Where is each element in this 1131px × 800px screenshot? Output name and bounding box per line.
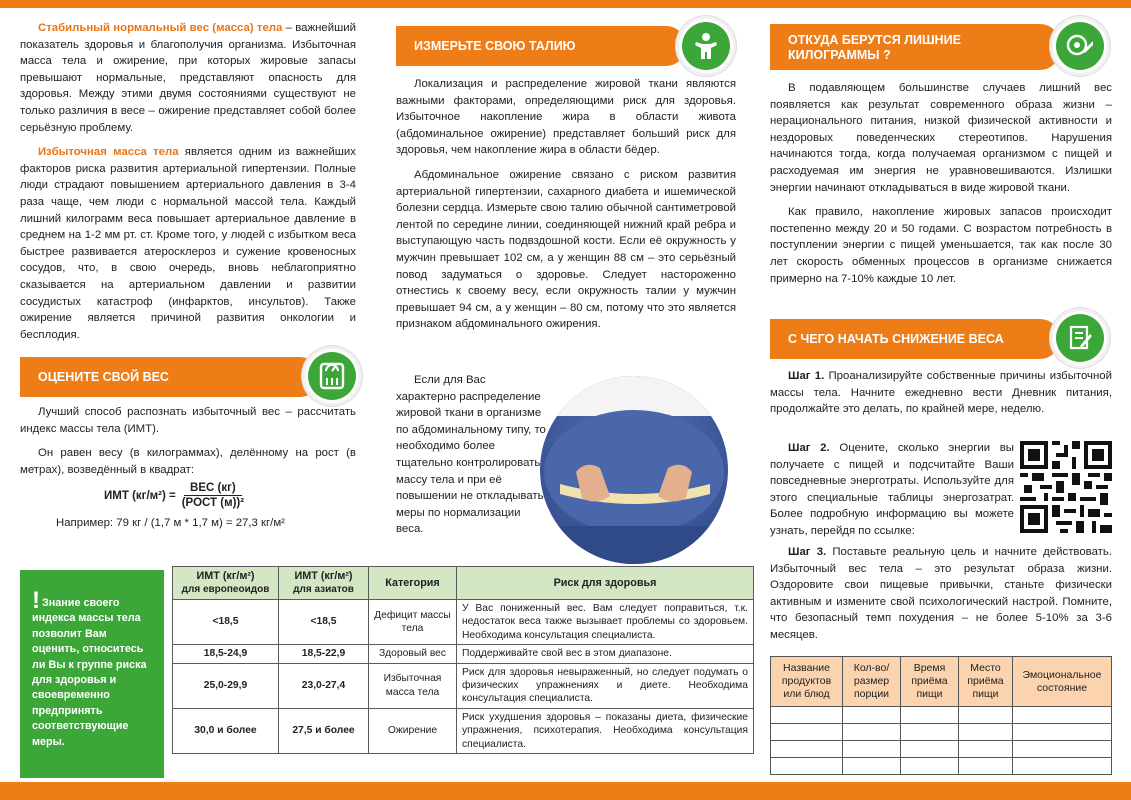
- bmi-row: 25,0-29,9 23,0-27,4 Избыточная масса тела Риск для здоровья невыраженный, но следует подумать о физических упражнениях и диете. Необходима консультация специалиста.: [173, 663, 754, 708]
- diary-header: Эмоциональное состояние: [1013, 657, 1112, 707]
- bmi-row: <18,5 <18,5 Дефицит массы тела У Вас пониженный вес. Вам следует поправиться, т.к. недостаток веса также вызывает проблемы со здоровьем. Необходима консультация специалиста.: [173, 600, 754, 645]
- food-diary-table: [770, 656, 1112, 775]
- scale-icon: [317, 361, 347, 391]
- diary-header: Время приёма пищи: [901, 657, 959, 707]
- person-icon: [690, 30, 722, 62]
- paragraph-abdominal: Абдоминальное ожирение связано с риском развития артериальной гипертензии, сахарного диабета и ишемической болезни сердца. Измерьте свою талию обычной сантиметровой лентой по середине линии, соединяющей нижний край ребра и выступающую часть подвздошной кости. Если её окружность у мужчин превышает 102 см, а у женщин 88 см – это серьёзный повод задуматься о здоровье. Следует настороженно отнестись к своему весу, если окружность талии у мужчин превышает 94 см, а у женщин – 80 см, потому что это является признаком абдоминального ожирения.: [396, 168, 736, 331]
- paragraph-2: Избыточная масса тела является одним из важнейших факторов риска развития артериальной гипертензии. Полные люди страдают повышением артериального давления в 3-4 раза чаще, чем люди с нормальной массой тела. Каждый лишний килограмм веса повышает артериальное давление в среднем на 1-2 мм рт. ст. Кроме того, у людей с избытком веса быстрее развивается атеросклероз и сужение кровеносных сосудов, что, в свою очередь, вновь неблагоприятно сказывается на артериальном давлении и развитии сосудистых катастроф (инфарктов, инсультов). Также ожирение является причиной развития онкологии и бесплодия.: [20, 146, 356, 341]
- column-2-aside: [396, 372, 548, 546]
- bmi-row: 30,0 и более 27,5 и более Ожирение Риск ухудшения здоровья – показаны диета, физические упражнения, психотерапия. Необходима консультация специалиста.: [173, 708, 754, 753]
- banner-measure-waist: ИЗМЕРЬТЕ СВОЮ ТАЛИЮ: [396, 26, 686, 66]
- paragraph-1: Стабильный нормальный вес (масса) тела – важнейший показатель здоровья и благополучия организма. Избыточная масса тела и ожирение, при которых жировые запасы превышают нормальные, представляют опасность для здоровья. Между этими двумя состояниями существуют не только различия в весе – ожирение представляет собой более серьёзную проблему.: [20, 22, 356, 134]
- paragraph-bmi-def: Он равен весу (в килограммах), делённому на рост (в метрах), возведённый в квадрат:: [20, 447, 356, 476]
- tape-badge: [1050, 16, 1110, 76]
- exclamation-icon: !: [32, 587, 40, 614]
- bmi-table: [172, 566, 754, 754]
- bmi-header-row: [173, 567, 754, 600]
- step-1: Шаг 1. Проанализируйте собственные причины избыточной массы тела. Начните ежедневно вести Дневник питания, продолжайте это делать, по крайней мере, неделю.: [770, 370, 1112, 416]
- diary-row[interactable]: [771, 724, 1112, 741]
- diary-header: Место приёма пищи: [959, 657, 1013, 707]
- diary-row[interactable]: [771, 758, 1112, 775]
- bottom-band: [0, 782, 1131, 800]
- paragraph-age: Как правило, накопление жировых запасов происходит постепенно между 20 и 50 годами. С возрастом потребность в поступлении энергии с пищей уменьшается, так как после 30 лет скорость обменных процессов в организме снижается примерно на 7-10% каждые 10 лет.: [770, 206, 1112, 285]
- column-1: [20, 14, 356, 351]
- bmi-section: [20, 404, 356, 529]
- bmi-header: ИМТ (кг/м²) для азиатов: [279, 567, 369, 600]
- bmi-row: 18,5-24,9 18,5-22,9 Здоровый вес Поддерживайте свой вес в этом диапазоне.: [173, 645, 754, 663]
- banner-estimate-weight: ОЦЕНИТЕ СВОЙ ВЕС: [20, 357, 320, 397]
- person-badge: [676, 16, 736, 76]
- info-callout: ! Знание своего индекса массы тела позволит Вам оценить, относитесь ли Вы к группе риска для здоровья и своевременно предпринять соответствующие меры.: [20, 570, 164, 778]
- qr-code[interactable]: [1020, 440, 1112, 534]
- column-3-text: [770, 80, 1112, 295]
- tape-measure-icon: [1065, 31, 1095, 61]
- column-2-text: [396, 76, 736, 341]
- step-2: Шаг 2. Оцените, сколько энергии вы получаете с пищей и подсчитайте Ваши повседневные энерготраты. Используйте для этого специальные таблицы энергозатрат. Более подробную информацию вы можете узнать, перейдя по ссылке:: [770, 442, 1014, 537]
- diary-row[interactable]: [771, 707, 1112, 724]
- paragraph-control: Если для Вас характерно распределение жировой ткани в организме по абдоминальному типу, то необходимо более тщательно контролировать массу тела и при её повышении не откладывать меры по нормализации веса.: [396, 374, 546, 536]
- bmi-header: Риск для здоровья: [457, 567, 754, 600]
- checklist-badge: [1050, 308, 1110, 368]
- diary-row[interactable]: [771, 741, 1112, 758]
- paragraph-bmi-intro: Лучший способ распознать избыточный вес – рассчитать индекс массы тела (ИМТ).: [20, 406, 356, 435]
- bmi-header: ИМТ (кг/м²) для европеоидов: [173, 567, 279, 600]
- tape-measure-illustration: [540, 376, 728, 564]
- checklist-icon: [1066, 324, 1094, 352]
- paragraph-lifestyle: В подавляющем большинстве случаев лишний вес появляется как результат современного образа жизни – нерационального питания, низкой физической активности и нездоровых поведенческих стереотипов. Нарушения начинаются тогда, когда получаемая организмом с пищей и расходуемая им энергия не уравновешиваются. Излишки энергии начинают откладываться в виде жировой ткани.: [770, 82, 1112, 194]
- bmi-example: Например: 79 кг / (1,7 м * 1,7 м) = 27,3 кг/м²: [56, 517, 285, 530]
- banner-where-from: ОТКУДА БЕРУТСЯ ЛИШНИЕ КИЛОГРАММЫ ?: [770, 24, 1060, 70]
- bmi-formula: ИМТ (кг/м²) = $\frac{\text{ВЕС (кг)}}{\text{(РОСТ (м))²}}$: [104, 482, 245, 510]
- step-3: Шаг 3. Поставьте реальную цель и начните действовать. Избыточный вес тела – это результат образа жизни. Оздоровите свои пищевые привычки, станьте физически активным и измените свой психологический настрой. Помните, что безопасный темп похудения – не более 5-10% за 3-6 месяцев.: [770, 546, 1112, 641]
- waist-measure-photo: [540, 376, 728, 564]
- diary-header: Кол-во/ размер порции: [843, 657, 901, 707]
- scale-badge: [302, 346, 362, 406]
- paragraph-fat-location: Локализация и распределение жировой ткани являются важными факторами, определяющими риск для здоровья. Избыточное накопление жира в области живота (абдоминальное ожирение) представляет больший риск для здоровья, чем накопление жира в области бёдер.: [396, 78, 736, 157]
- banner-start-loss: С ЧЕГО НАЧАТЬ СНИЖЕНИЕ ВЕСА: [770, 319, 1060, 359]
- top-band: [0, 0, 1131, 8]
- diary-header-row: [771, 657, 1112, 707]
- diary-header: Название продуктов или блюд: [771, 657, 843, 707]
- bmi-header: Категория: [369, 567, 457, 600]
